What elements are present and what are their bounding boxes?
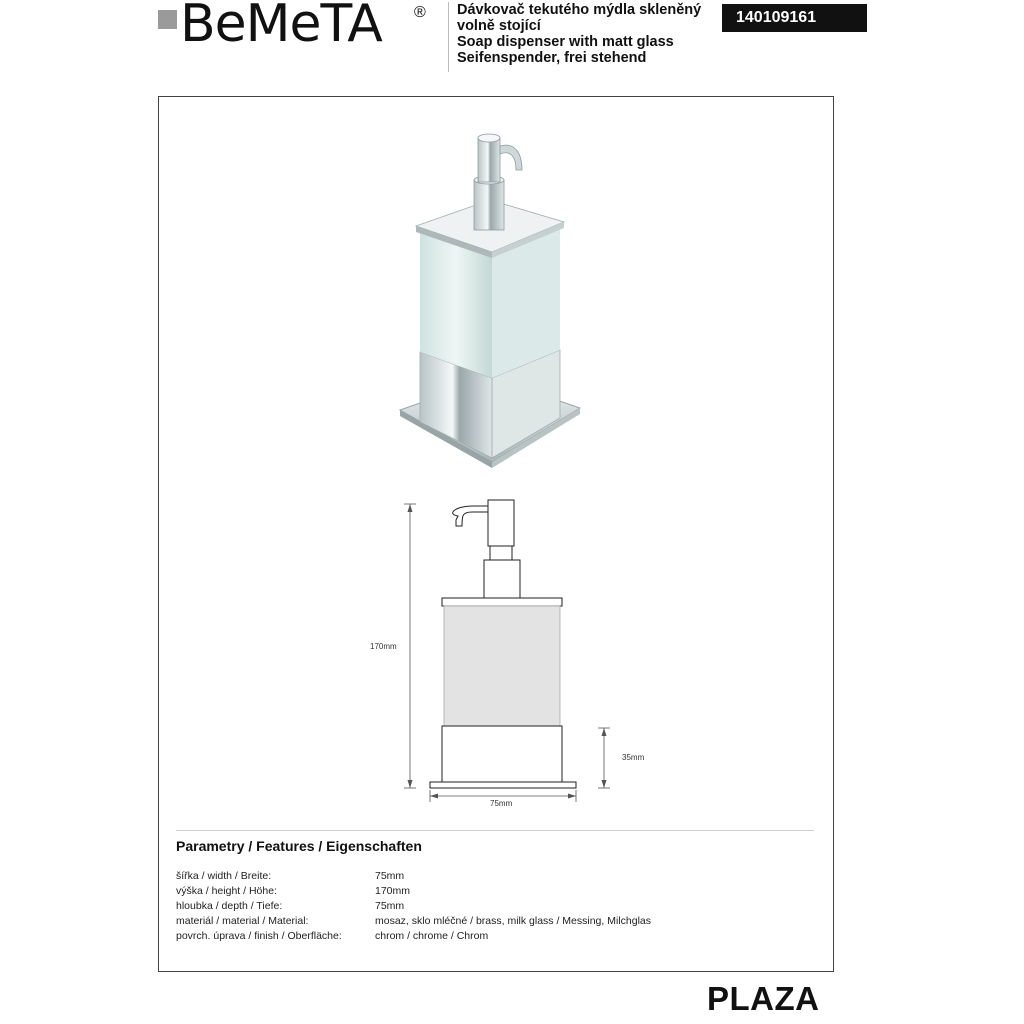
spec-value: 75mm bbox=[375, 870, 405, 882]
title-en: Soap dispenser with matt glass bbox=[457, 34, 674, 50]
logo-wordmark: BeMeTA bbox=[180, 0, 382, 54]
title-cs-line1: Dávkovač tekutého mýdla skleněný bbox=[457, 2, 702, 18]
features-divider bbox=[176, 830, 814, 831]
spec-value: 75mm bbox=[375, 900, 405, 912]
spec-table bbox=[176, 869, 651, 944]
spec-row-depth bbox=[176, 899, 651, 914]
technical-drawing bbox=[350, 492, 670, 808]
grey-square-icon bbox=[158, 10, 177, 29]
spec-label: povrch. úprava / finish / Oberfläche: bbox=[176, 930, 342, 942]
spec-label: hloubka / depth / Tiefe: bbox=[176, 900, 283, 912]
spec-row-width bbox=[176, 869, 651, 884]
spec-label: šířka / width / Breite: bbox=[176, 870, 272, 882]
height-dimension-label: 170mm bbox=[370, 642, 397, 651]
spec-label: materiál / material / Material: bbox=[176, 915, 309, 927]
header-divider bbox=[448, 2, 449, 72]
series-name: PLAZA bbox=[707, 980, 820, 1017]
registered-mark: ® bbox=[414, 4, 426, 21]
spec-row-finish bbox=[176, 929, 651, 944]
spec-label: výška / height / Höhe: bbox=[176, 885, 277, 897]
spec-value: 170mm bbox=[375, 885, 411, 897]
product-photo bbox=[390, 128, 590, 468]
title-cs-line2: volně stojící bbox=[457, 18, 541, 34]
base-height-dimension-label: 35mm bbox=[622, 753, 645, 762]
title-de: Seifenspender, frei stehend bbox=[457, 50, 647, 66]
features-title: Parametry / Features / Eigenschaften bbox=[176, 838, 422, 854]
spec-row-height bbox=[176, 884, 651, 899]
spec-value: mosaz, sklo mléčné / brass, milk glass / Messing, Milchglas bbox=[375, 915, 651, 927]
width-dimension-label: 75mm bbox=[490, 799, 513, 808]
spec-value: chrom / chrome / Chrom bbox=[375, 930, 489, 942]
brand-logo bbox=[158, 0, 438, 54]
spec-row-material bbox=[176, 914, 651, 929]
product-code-badge: 140109161 bbox=[722, 4, 867, 32]
product-titles bbox=[457, 2, 701, 66]
